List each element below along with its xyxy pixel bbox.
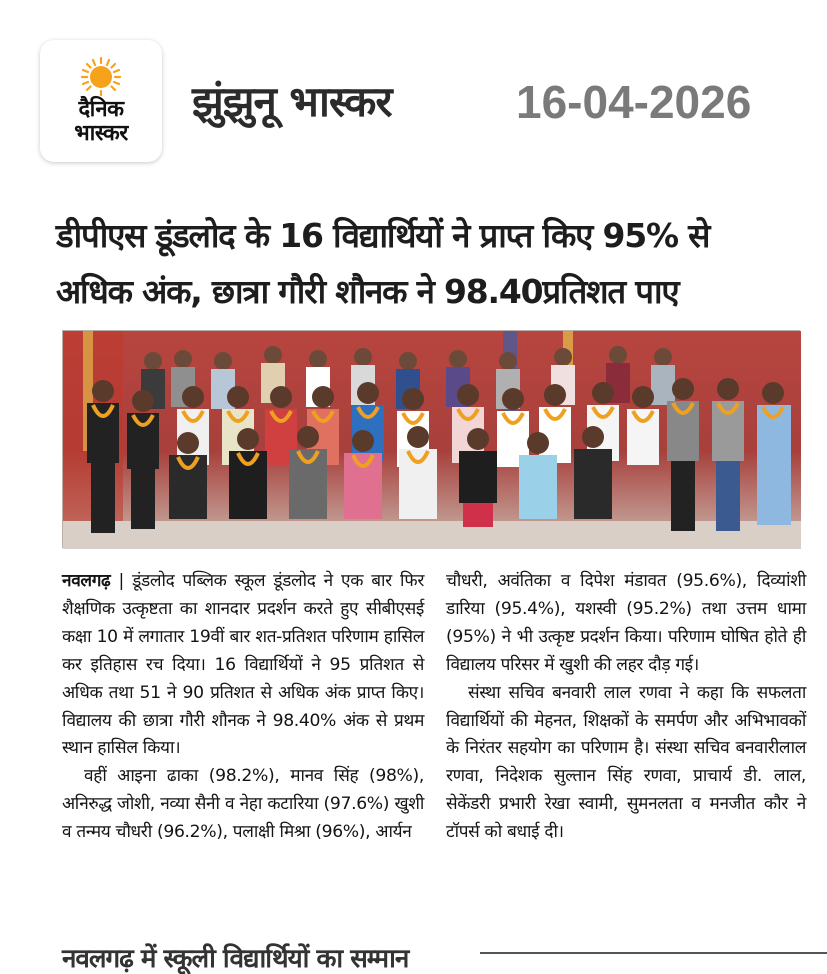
article-headline — [56, 208, 816, 320]
group-photo-illustration — [63, 331, 801, 549]
dainik-bhaskar-logo[interactable] — [40, 40, 162, 162]
edition-date: 16-04-2026 — [516, 76, 752, 128]
divider-line — [480, 952, 827, 954]
paragraph-1-text: डूंडलोद पब्लिक स्कूल डूंडलोद ने एक बार फिर शैक्षणिक उत्कृष्टता का शानदार प्रदर्शन करते हुए सीबीएसई कक्षा 10 में लगातार 19वीं बार शत-प्रतिशत परिणाम हासिल कर इतिहास रच दिया। 16 विद्यार्थियों ने 95 प्रतिशत से अधिक तथा 51 ने 90 प्रतिशत से अधिक अंक प्राप्त किए। विद्यालय की छात्रा गौरी शौनक ने 98.40% अंक से प्रथम स्थान हासिल किया। — [62, 571, 424, 759]
logo-text-line1: दैनिक — [78, 97, 124, 122]
headline-line-2: अधिक अंक, छात्रा गौरी शौनक ने 98.40प्रतिशत पाए — [56, 272, 679, 311]
group-photo[interactable] — [62, 330, 800, 548]
article-column-left — [62, 568, 424, 847]
article-paragraph-2: वहीं आइना ढाका (98.2%), मानव सिंह (98%), अनिरुद्ध जोशी, नव्या सैनी व नेहा कटारिया (97.6%) खुशी व तन्मय चौधरी (96.2%), पलाक्षी मिश्रा (96%), आर्यन — [62, 766, 424, 843]
edition-title: झुंझुनू भास्कर — [192, 77, 392, 126]
dateline: नवलगढ़ — [62, 571, 111, 591]
article-column-right — [446, 568, 806, 847]
sun-logo-icon — [72, 56, 130, 96]
next-article-headline-cut — [62, 944, 482, 974]
next-headline-text: नवलगढ़ में स्कूली विद्यार्थियों का सम्मान — [62, 944, 409, 974]
logo-text-line2: भास्कर — [74, 121, 128, 146]
article-paragraph-3: चौधरी, अवंतिका व दिपेश मंडावत (95.6%), दिव्यांशी डारिया (95.4%), यशस्वी (95.2%) तथा उत्तम धामा (95%) ने भी उत्कृष्ट प्रदर्शन किया। परिणाम घोषित होते ही विद्यालय परिसर में खुशी की लहर दौड़ गई। — [446, 571, 806, 675]
article-paragraph-4: संस्था सचिव बनवारी लाल रणवा ने कहा कि सफलता विद्यार्थियों की मेहनत, शिक्षकों के समर्पण और अभिभावकों के निरंतर सहयोग का परिणाम है। संस्था सचिव बनवारीलाल रणवा, निदेशक सुल्तान सिंह रणवा, प्राचार्य डी. लाल, सेकेंडरी प्रभारी रेखा स्वामी, सुमनलता व मनजीत कौर ने टॉपर्स को बधाई दी। — [446, 682, 806, 843]
headline-line-1: डीपीएस डूंडलोद के 16 विद्यार्थियों ने प्राप्त किए 95% से — [56, 216, 710, 255]
article-paragraph-1: नवलगढ़ | डूंडलोद पब्लिक स्कूल डूंडलोद ने एक बार फिर शैक्षणिक उत्कृष्टता का शानदार प्रदर्शन करते हुए सीबीएसई कक्षा 10 में लगातार 19वीं बार शत-प्रतिशत परिणाम हासिल कर इतिहास रच दिया। 16 विद्यार्थियों ने 95 प्रतिशत से अधिक तथा 51 ने 90 प्रतिशत से अधिक अंक प्राप्त किए। विद्यालय की छात्रा गौरी शौनक ने 98.40% अंक से प्रथम स्थान हासिल किया। — [62, 571, 424, 759]
